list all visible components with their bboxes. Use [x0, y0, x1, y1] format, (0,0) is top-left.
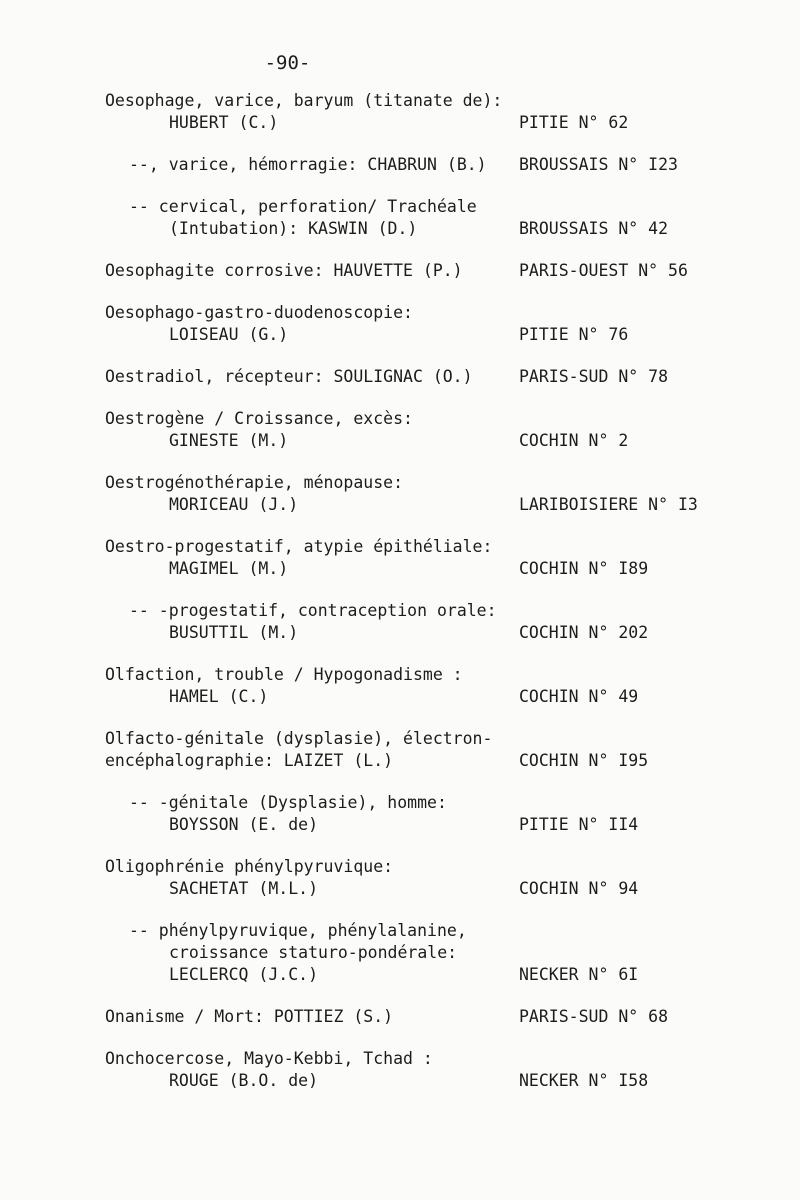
index-subentry [105, 792, 705, 836]
entry-line [105, 494, 705, 516]
entry-line [105, 750, 705, 772]
entry-continuation: LOISEAU (G.) [169, 325, 289, 344]
entry-heading: Oestro-progestatif, atypie épithéliale: [105, 537, 493, 556]
entry-heading: -- -génitale (Dysplasie), homme: [129, 793, 447, 812]
index-entry [105, 260, 705, 282]
entry-continuation: SACHETAT (M.L.) [169, 879, 319, 898]
entry-continuation: HUBERT (C.) [169, 113, 279, 132]
thesis-reference: PITIE N° II4 [519, 815, 639, 834]
entry-line [105, 558, 705, 580]
entry-continuation: MAGIMEL (M.) [169, 559, 289, 578]
entry-heading: Oligophrénie phénylpyruvique: [105, 857, 394, 876]
index-entry [105, 856, 705, 900]
entry-continuation: HAMEL (C.) [169, 687, 269, 706]
entry-line [105, 408, 705, 430]
entry-heading: Olfaction, trouble / Hypogonadisme : [105, 665, 463, 684]
entry-line [105, 90, 705, 112]
index-entry [105, 472, 705, 516]
index-subentry [105, 154, 705, 176]
entry-heading: --, varice, hémorragie: CHABRUN (B.) [129, 155, 487, 174]
entry-heading: Oestrogène / Croissance, excès: [105, 409, 413, 428]
entry-line [105, 260, 705, 282]
entry-heading: -- -progestatif, contraception orale: [129, 601, 497, 620]
thesis-reference: PARIS-OUEST N° 56 [519, 261, 688, 280]
entry-line [105, 1006, 705, 1028]
thesis-reference: PITIE N° 62 [519, 113, 629, 132]
thesis-reference: COCHIN N° 49 [519, 687, 639, 706]
entry-line [105, 472, 705, 494]
index-entries [105, 90, 705, 1112]
entry-heading: Oesophage, varice, baryum (titanate de): [105, 91, 503, 110]
entry-heading: -- phénylpyruvique, phénylalanine, [129, 921, 467, 940]
entry-line [105, 366, 705, 388]
index-entry [105, 728, 705, 772]
entry-continuation: BUSUTTIL (M.) [169, 623, 299, 642]
entry-heading: Oestrogénothérapie, ménopause: [105, 473, 404, 492]
entry-heading: Oesophagite corrosive: HAUVETTE (P.) [105, 261, 463, 280]
entry-line [129, 942, 705, 964]
thesis-reference: COCHIN N° 94 [519, 879, 639, 898]
index-entry [105, 664, 705, 708]
entry-line [129, 600, 705, 622]
thesis-reference: LARIBOISIERE N° I3 [519, 495, 698, 514]
entry-heading: Onanisme / Mort: POTTIEZ (S.) [105, 1007, 394, 1026]
page-number: -90- [264, 52, 311, 74]
entry-heading: Olfacto-génitale (dysplasie), électron- [105, 729, 493, 748]
entry-line [129, 154, 705, 176]
index-entry [105, 536, 705, 580]
entry-line [105, 536, 705, 558]
entry-continuation: GINESTE (M.) [169, 431, 289, 450]
index-entry [105, 366, 705, 388]
index-subentry [105, 196, 705, 240]
entry-line [105, 1070, 705, 1092]
thesis-reference: BROUSSAIS N° I23 [519, 155, 678, 174]
entry-heading: Onchocercose, Mayo-Kebbi, Tchad : [105, 1049, 433, 1068]
entry-line [105, 728, 705, 750]
entry-line [105, 324, 705, 346]
entry-continuation: encéphalographie: LAIZET (L.) [105, 751, 394, 770]
index-entry [105, 302, 705, 346]
entry-continuation: croissance staturo-pondérale: [169, 943, 458, 962]
entry-line [105, 856, 705, 878]
index-subentry [105, 600, 705, 644]
thesis-reference: COCHIN N° 2 [519, 431, 629, 450]
entry-continuation: ROUGE (B.O. de) [169, 1071, 319, 1090]
index-entry [105, 408, 705, 452]
entry-line [129, 622, 705, 644]
entry-continuation: BOYSSON (E. de) [169, 815, 319, 834]
entry-line [129, 964, 705, 986]
entry-line [129, 920, 705, 942]
entry-line [105, 430, 705, 452]
thesis-reference: NECKER N° 6I [519, 965, 639, 984]
entry-line [105, 664, 705, 686]
thesis-reference: PARIS-SUD N° 68 [519, 1007, 669, 1026]
entry-line [129, 196, 705, 218]
index-entry [105, 90, 705, 134]
thesis-reference: COCHIN N° I95 [519, 751, 649, 770]
entry-continuation: MORICEAU (J.) [169, 495, 299, 514]
entry-heading: Oestradiol, récepteur: SOULIGNAC (O.) [105, 367, 473, 386]
thesis-reference: COCHIN N° I89 [519, 559, 649, 578]
entry-line [105, 302, 705, 324]
entry-line [105, 878, 705, 900]
thesis-reference: COCHIN N° 202 [519, 623, 649, 642]
entry-line [105, 686, 705, 708]
entry-line [129, 218, 705, 240]
entry-line [105, 1048, 705, 1070]
index-subentry [105, 920, 705, 986]
index-entry [105, 1048, 705, 1092]
thesis-reference: BROUSSAIS N° 42 [519, 219, 669, 238]
index-entry [105, 1006, 705, 1028]
entry-continuation: LECLERCQ (J.C.) [169, 965, 319, 984]
thesis-reference: NECKER N° I58 [519, 1071, 649, 1090]
entry-heading: -- cervical, perforation/ Trachéale [129, 197, 477, 216]
entry-continuation: (Intubation): KASWIN (D.) [169, 219, 418, 238]
entry-line [129, 814, 705, 836]
entry-line [129, 792, 705, 814]
thesis-reference: PITIE N° 76 [519, 325, 629, 344]
thesis-reference: PARIS-SUD N° 78 [519, 367, 669, 386]
entry-line [105, 112, 705, 134]
entry-heading: Oesophago-gastro-duodenoscopie: [105, 303, 413, 322]
